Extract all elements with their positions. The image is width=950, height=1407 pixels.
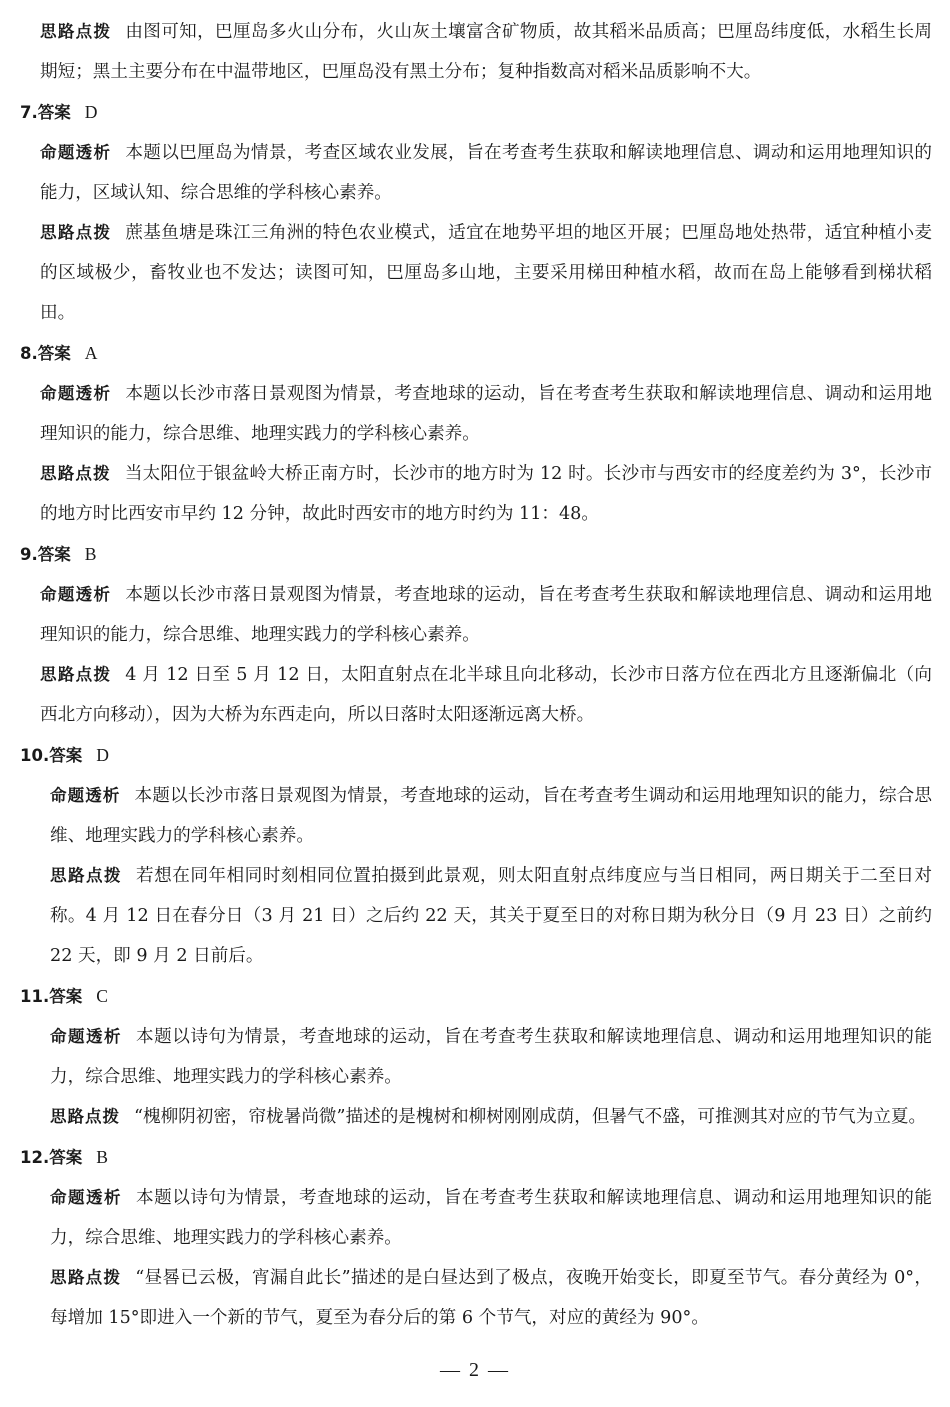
q11-tips-text: “槐柳阴初密，帘栊暑尚微”描述的是槐树和柳树刚刚成荫，但暑气不盛，可推测其对应的节气为立夏。 (134, 1107, 927, 1127)
q8-answer-line (20, 333, 932, 374)
tips-label: 思路点拨 (50, 866, 123, 885)
analysis-label: 命题透析 (50, 1188, 123, 1207)
document-content (20, 12, 932, 1338)
tips-label: 思路点拨 (50, 1107, 120, 1126)
q11-answer-line (20, 976, 932, 1017)
q12-number: 12. (20, 1148, 50, 1167)
q12-answer-line (20, 1137, 932, 1178)
q9-tips-text: 4 月 12 日至 5 月 12 日，太阳直射点在北半球且向北移动，长沙市日落方位在西北方且逐渐偏北（向西北方向移动），因为大桥为东西走向，所以日落时太阳逐渐远离大桥。 (40, 665, 933, 725)
q9-analysis-text: 本题以长沙市落日景观图为情景，考查地球的运动，旨在考查考生获取和解读地理信息、调动和运用地理知识的能力，综合思维、地理实践力的学科核心素养。 (40, 585, 932, 645)
answer-label: 答案 (37, 344, 71, 363)
tips-label: 思路点拨 (50, 1268, 122, 1287)
q12-tips-paragraph (20, 1258, 932, 1338)
q10-answer-value: D (96, 745, 109, 765)
q6-tips-text: 由图可知，巴厘岛多火山分布，火山灰土壤富含矿物质，故其稻米品质高；巴厘岛纬度低，水稻生长周期短；黑土主要分布在中温带地区，巴厘岛没有黑土分布；复种指数高对稻米品质影响不大。 (40, 22, 932, 82)
q9-answer-value: B (84, 544, 97, 564)
answer-label: 答案 (49, 746, 83, 765)
q6-tips-paragraph (20, 12, 932, 92)
answer-label: 答案 (49, 987, 83, 1006)
q8-tips-text: 当太阳位于银盆岭大桥正南方时，长沙市的地方时为 12 时。长沙市与西安市的经度差约为 3°，长沙市的地方时比西安市早约 12 分钟，故此时西安市的地方时约为 11：48。 (40, 464, 932, 524)
q10-tips-text: 若想在同年相同时刻相同位置拍摄到此景观，则太阳直射点纬度应与当日相同，两日期关于二至日对称。4 月 12 日在春分日（3 月 21 日）之后约 22 天，其关于夏至日的对称日期为秋分日（9 月 23 日）之前约 22 天，即 9 月 2 日前后。 (50, 866, 932, 966)
q12-answer-value: B (96, 1147, 108, 1167)
q7-number: 7. (20, 103, 38, 122)
q11-tips-paragraph (20, 1097, 932, 1137)
q7-answer-value: D (84, 102, 98, 122)
q10-analysis-text: 本题以长沙市落日景观图为情景，考查地球的运动，旨在考查考生调动和运用地理知识的能力，综合思维、地理实践力的学科核心素养。 (50, 786, 932, 846)
answer-label: 答案 (37, 103, 71, 122)
page-number: — 2 — (440, 1359, 510, 1381)
q9-answer-line (20, 534, 932, 575)
q8-analysis-text: 本题以长沙市落日景观图为情景，考查地球的运动，旨在考查考生获取和解读地理信息、调动和运用地理知识的能力，综合思维、地理实践力的学科核心素养。 (40, 384, 932, 444)
analysis-label: 命题透析 (40, 585, 112, 604)
tips-label: 思路点拨 (40, 223, 112, 242)
answer-label: 答案 (49, 1148, 83, 1167)
q7-analysis-text: 本题以巴厘岛为情景，考查区域农业发展，旨在考查考生获取和解读地理信息、调动和运用地理知识的能力，区域认知、综合思维的学科核心素养。 (40, 143, 932, 203)
q12-analysis-paragraph (20, 1178, 932, 1258)
analysis-label: 命题透析 (50, 786, 121, 805)
tips-label: 思路点拨 (40, 665, 112, 684)
q10-analysis-paragraph (20, 776, 932, 856)
tips-label: 思路点拨 (40, 464, 111, 483)
analysis-label: 命题透析 (50, 1027, 123, 1046)
q10-tips-paragraph (20, 856, 932, 976)
q9-number: 9. (20, 545, 38, 564)
q8-tips-paragraph (20, 454, 932, 534)
q8-number: 8. (20, 344, 38, 363)
q9-tips-paragraph (20, 655, 932, 735)
q9-analysis-paragraph (20, 575, 932, 655)
q11-number: 11. (20, 987, 50, 1006)
q7-answer-line (20, 92, 932, 133)
q12-tips-text: “昼晷已云极，宵漏自此长”描述的是白昼达到了极点，夜晚开始变长，即夏至节气。春分黄经为 0°，每增加 15°即进入一个新的节气，夏至为春分后的第 6 个节气，对应的黄经为 90°。 (50, 1268, 933, 1328)
q8-analysis-paragraph (20, 374, 932, 454)
q11-analysis-paragraph (20, 1017, 932, 1097)
tips-label: 思路点拨 (40, 22, 112, 41)
q7-analysis-paragraph (20, 133, 932, 213)
q10-number: 10. (20, 746, 50, 765)
analysis-label: 命题透析 (40, 143, 112, 162)
q11-answer-value: C (96, 986, 108, 1006)
q8-answer-value: A (84, 343, 98, 363)
q7-tips-paragraph (20, 213, 932, 333)
analysis-label: 命题透析 (40, 384, 112, 403)
q11-analysis-text: 本题以诗句为情景，考查地球的运动，旨在考查考生获取和解读地理信息、调动和运用地理知识的能力，综合思维、地理实践力的学科核心素养。 (50, 1027, 932, 1087)
q7-tips-text: 蔗基鱼塘是珠江三角洲的特色农业模式，适宜在地势平坦的地区开展；巴厘岛地处热带，适宜种植小麦的区域极少，畜牧业也不发达；读图可知，巴厘岛多山地，主要采用梯田种植水稻，故而在岛上能够看到梯状稻田。 (40, 223, 932, 323)
answer-label: 答案 (37, 545, 71, 564)
q12-analysis-text: 本题以诗句为情景，考查地球的运动，旨在考查考生获取和解读地理信息、调动和运用地理知识的能力，综合思维、地理实践力的学科核心素养。 (50, 1188, 932, 1248)
q10-answer-line (20, 735, 932, 776)
